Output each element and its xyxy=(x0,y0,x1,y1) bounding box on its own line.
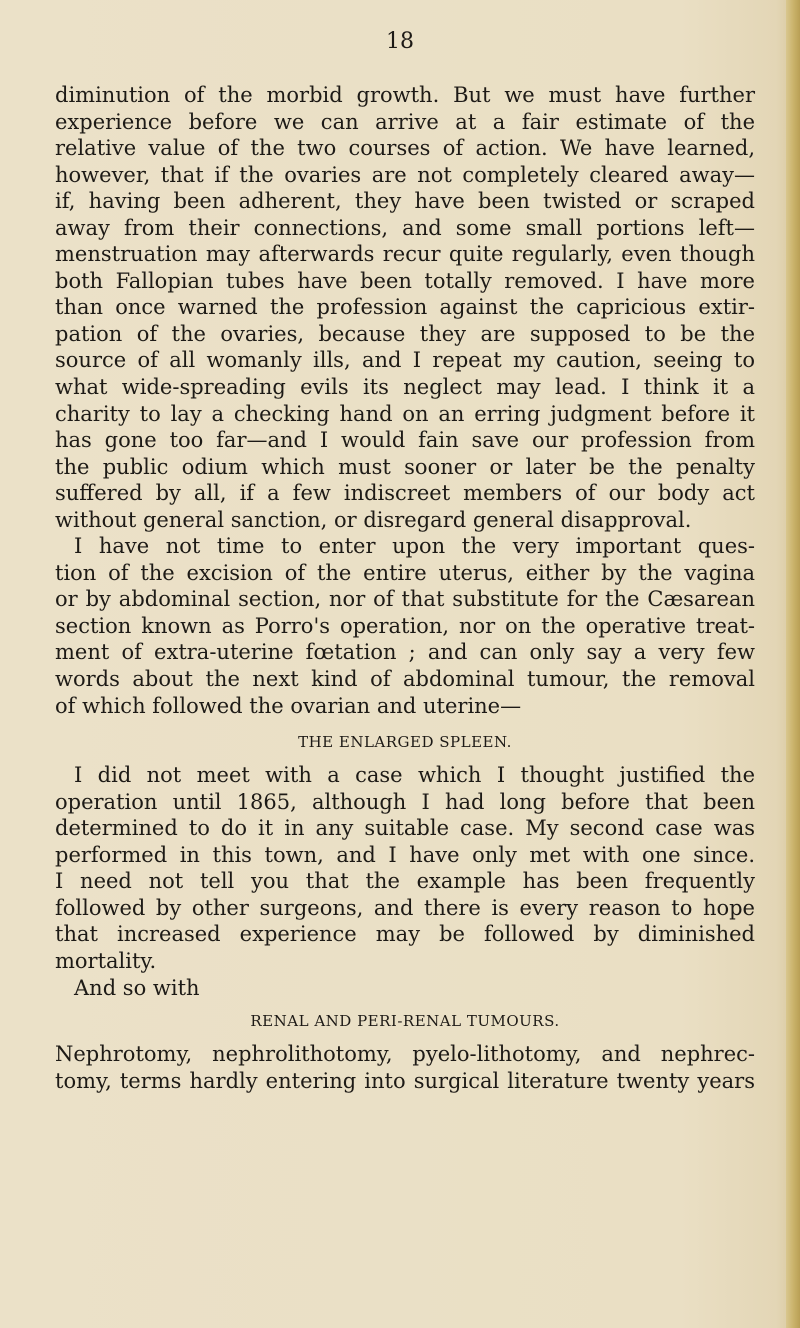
text-line: of which followed the ovarian and uterine— xyxy=(55,693,522,718)
text-line: source of all womanly ills, and I repeat my caution, seeing to xyxy=(55,348,755,373)
text-line: without general sanction, or disregard general disapproval. xyxy=(55,507,692,532)
text-line: tomy, terms hardly entering into surgical literature twenty years xyxy=(55,1068,755,1093)
text-line: diminution of the morbid growth. But we must have further xyxy=(55,83,755,107)
text-line: than once warned the profession against the capricious extir- xyxy=(55,295,755,320)
text-line: followed by other surgeons, and there is every reason to hope xyxy=(55,895,755,920)
text-line: relative value of the two courses of action. We have learned, xyxy=(55,136,755,161)
section-heading-renal-tumours: RENAL AND PERI-RENAL TUMOURS. xyxy=(250,1012,560,1031)
text-line: I need not tell you that the example has been frequently xyxy=(55,869,755,894)
text-line: menstruation may afterwards recur quite regularly, even though xyxy=(55,242,755,267)
text-line: I did not meet with a case which I thought justified the xyxy=(74,763,755,788)
body-text xyxy=(55,82,755,1094)
text-line: however, that if the ovaries are not completely cleared away— xyxy=(55,162,755,187)
text-line: that increased experience may be followed by diminished xyxy=(55,922,755,947)
text-line: I have not time to enter upon the very important ques- xyxy=(74,534,755,559)
text-line: And so with xyxy=(74,975,200,1000)
page-number: 18 xyxy=(386,29,414,54)
text-line: both Fallopian tubes have been totally removed. I have more xyxy=(55,268,755,293)
text-line: experience before we can arrive at a fair estimate of the xyxy=(55,109,755,134)
text-line: Nephrotomy, nephrolithotomy, pyelo-lithotomy, and nephrec- xyxy=(55,1042,755,1067)
text-line: tion of the excision of the entire uterus, either by the vagina xyxy=(55,560,755,585)
text-line: determined to do it in any suitable case. My second case was xyxy=(55,816,755,841)
text-line: pation of the ovaries, because they are supposed to be the xyxy=(55,321,755,346)
text-line: away from their connections, and some small portions left— xyxy=(55,215,755,240)
text-line: the public odium which must sooner or later be the penalty xyxy=(55,454,755,479)
paragraph-4 xyxy=(55,975,755,1002)
section-heading-enlarged-spleen: THE ENLARGED SPLEEN. xyxy=(298,733,512,752)
text-line: operation until 1865, although I had long before that been xyxy=(55,789,755,814)
text-line: or by abdominal section, nor of that substitute for the Cæsarean xyxy=(55,587,755,612)
text-line: performed in this town, and I have only met with one since. xyxy=(55,842,755,867)
text-line: if, having been adherent, they have been twisted or scraped xyxy=(55,189,755,214)
text-line: suffered by all, if a few indiscreet members of our body act xyxy=(55,481,755,506)
text-line: has gone too far—and I would fain save our profession from xyxy=(55,428,755,453)
text-line: words about the next kind of abdominal tumour, the removal xyxy=(55,667,755,692)
text-line: what wide-spreading evils its neglect may lead. I think it a xyxy=(55,375,755,400)
page-edge xyxy=(786,0,800,1328)
text-line: charity to lay a checking hand on an erring judgment before it xyxy=(55,401,755,426)
paragraph-1 xyxy=(55,82,755,533)
paragraph-3 xyxy=(55,762,755,974)
text-line: ment of extra-uterine fœtation ; and can only say a very few xyxy=(55,640,755,665)
paragraph-5 xyxy=(55,1041,755,1094)
text-line: mortality. xyxy=(55,948,157,973)
paragraph-2 xyxy=(55,533,755,719)
text-line: section known as Porro's operation, nor on the operative treat- xyxy=(55,613,755,638)
